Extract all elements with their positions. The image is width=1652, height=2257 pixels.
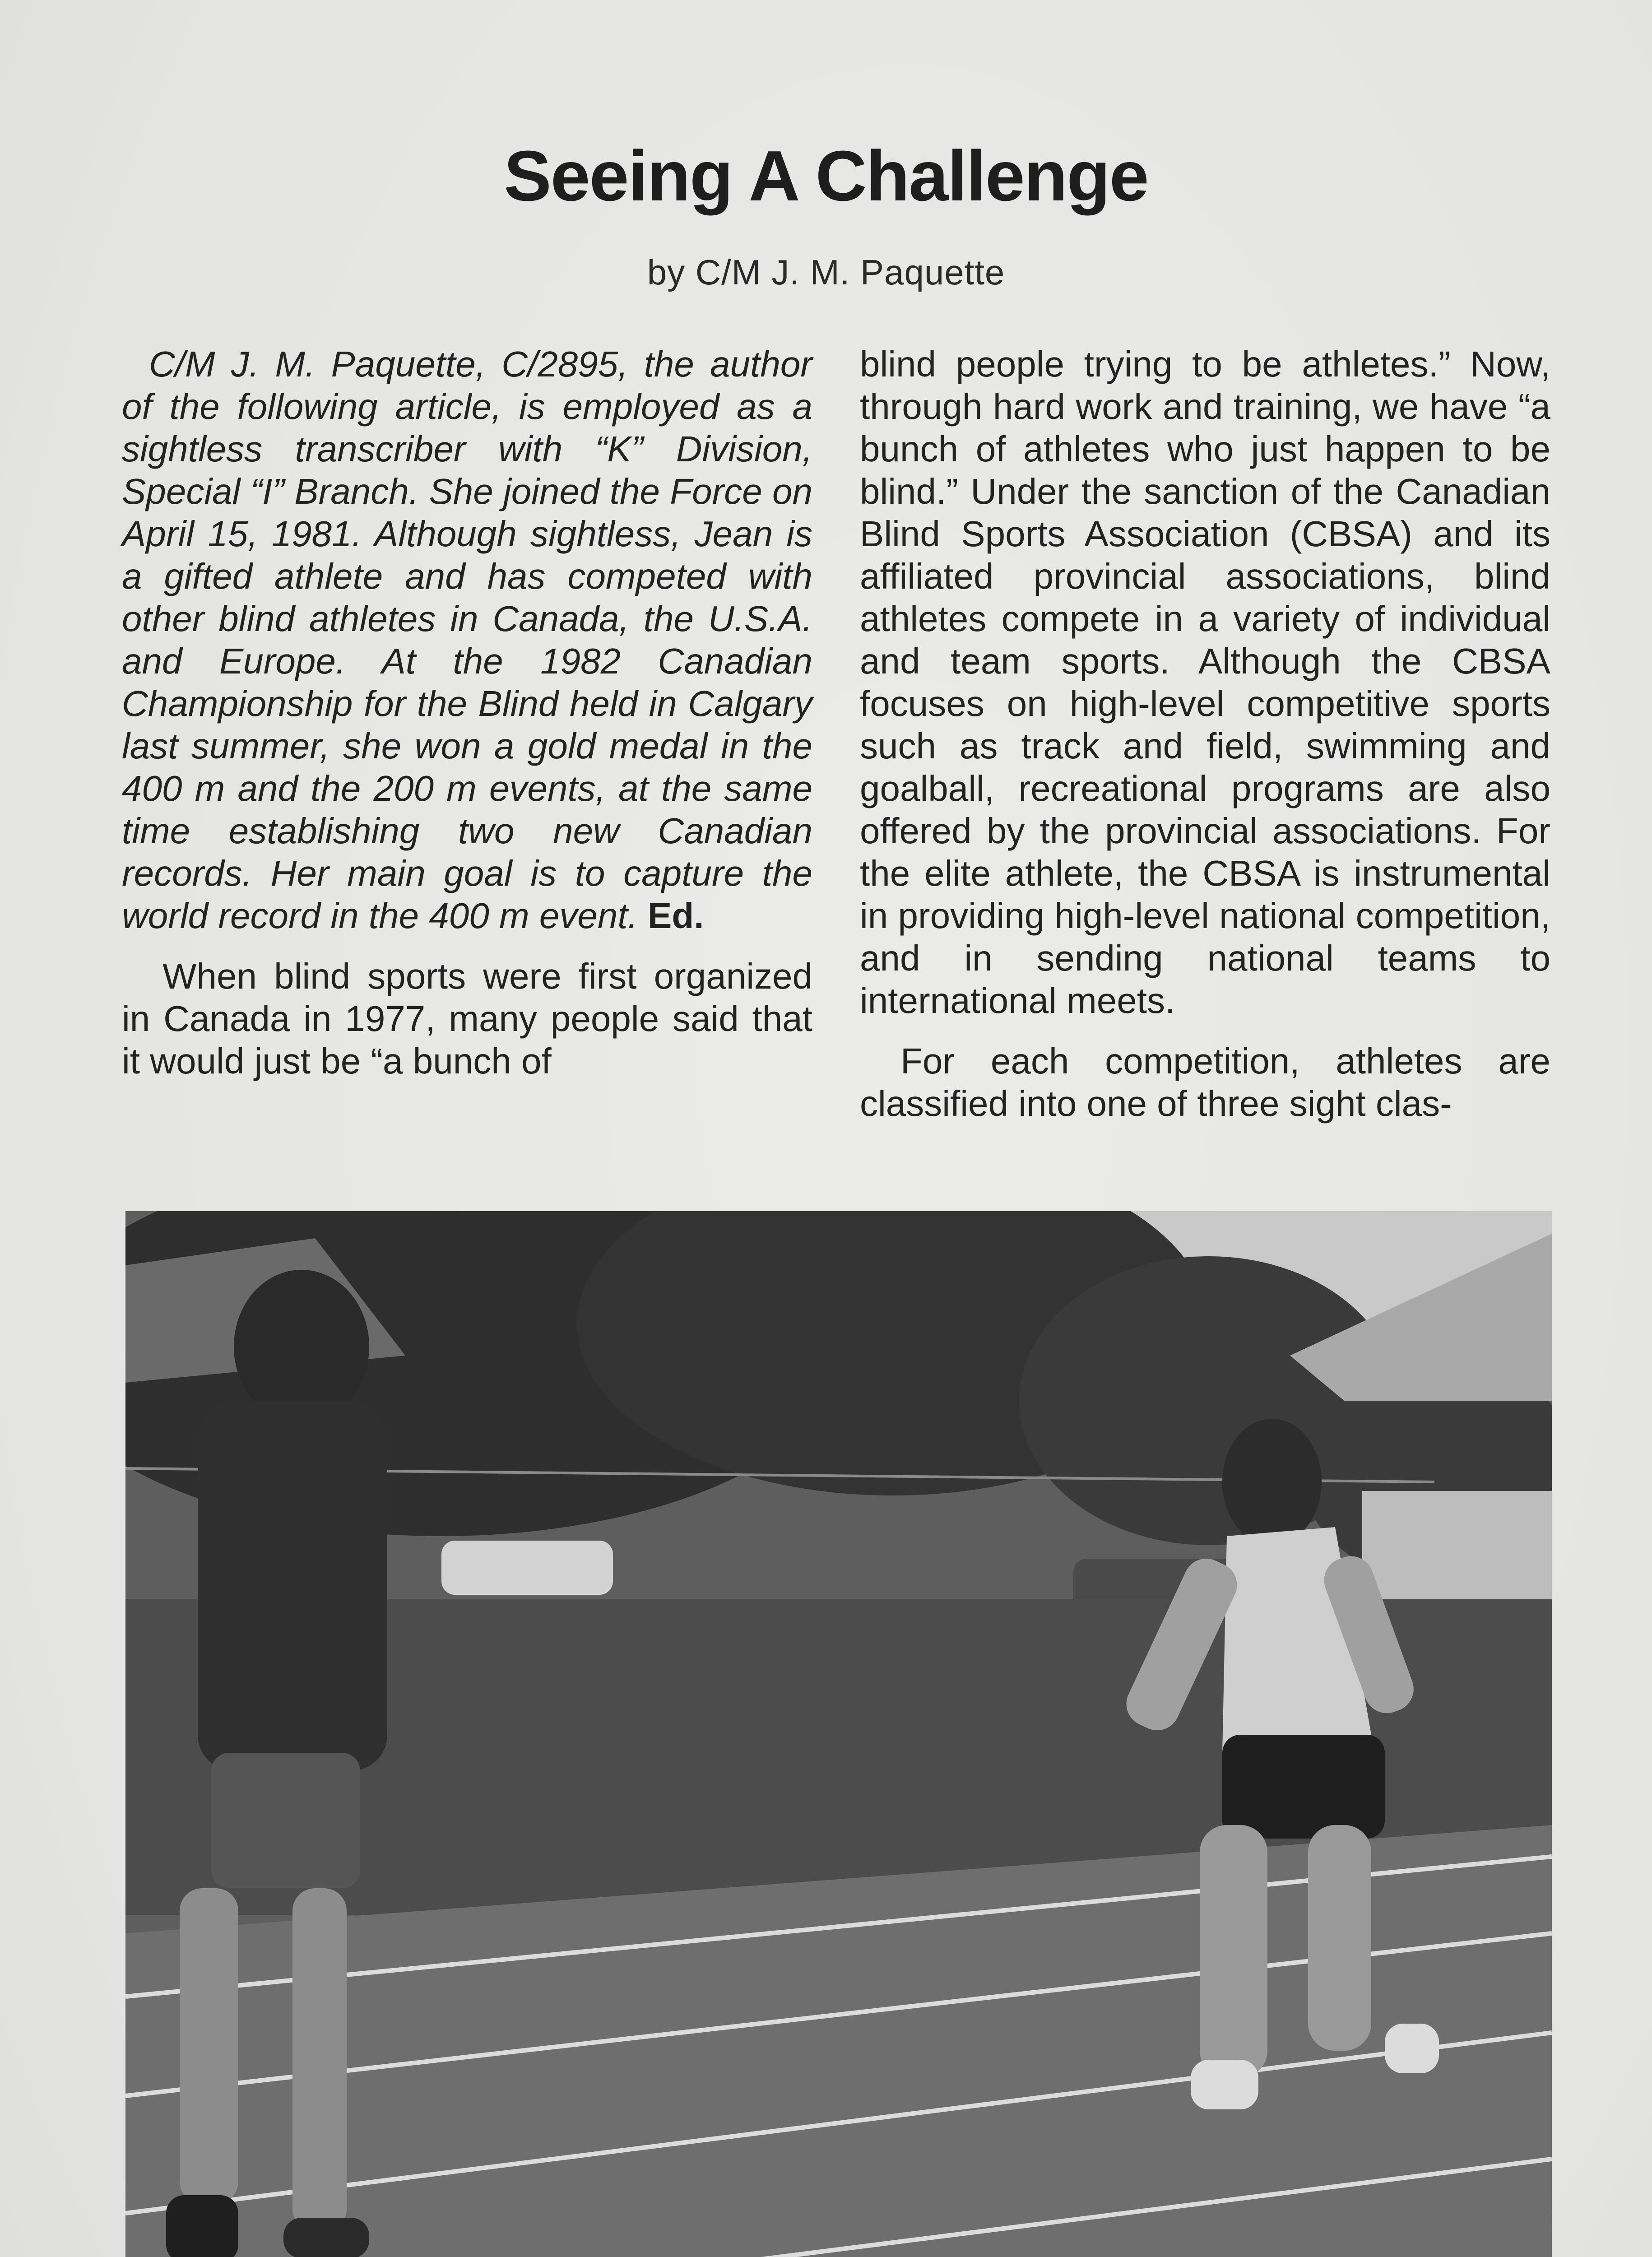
intro-text: C/M J. M. Paquette, C/2895, the author of the following article, is employed as a sightless transcriber with “K” Division, Special “I” Branch. She joined the Force on April 15, 1981. Although sightless, Jean is a gifted athlete and has competed with other blind athletes in Canada, the U.S.A. and Europe. At the 1982 Canadian Championship for the Blind held in Calgary last summer, she won a gold medal in the 400 m and the 200 m events, at the same time establishing two new Canadian records. Her main goal is to capture the world record in the 400 m event. [122,344,812,936]
left-column [122,343,812,1082]
right-column [860,343,1550,1125]
body-paragraph-1: When blind sports were first organized in Canada in 1977, many people said that it would just be “a bunch of [122,956,812,1081]
editor-intro [122,343,812,937]
photo-illustration [125,1211,1552,2257]
article-title: Seeing A Challenge [504,136,1148,216]
body-paragraph-2: For each competition, athletes are classified into one of three sight clas- [860,1041,1550,1124]
editor-signoff: Ed. [648,896,704,936]
article-byline: by C/M J. M. Paquette [647,252,1005,292]
article-photo [125,1211,1552,2257]
body-paragraph-1-continued: blind people trying to be athletes.” Now, through hard work and training, we have “a bunch of athletes who just happen to be blind.” Under the sanction of the Canadian Blind Sports Association (CBSA) and its affiliated provincial associations, blind athletes compete in a variety of individual and team sports. Although the CBSA focuses on high-level competitive sports such as track and field, swimming and goalball, recreational programs are also offered by the provincial associations. For the elite athlete, the CBSA is instrumental in providing high-level national competition, and in sending national teams to international meets. [860,344,1550,1021]
